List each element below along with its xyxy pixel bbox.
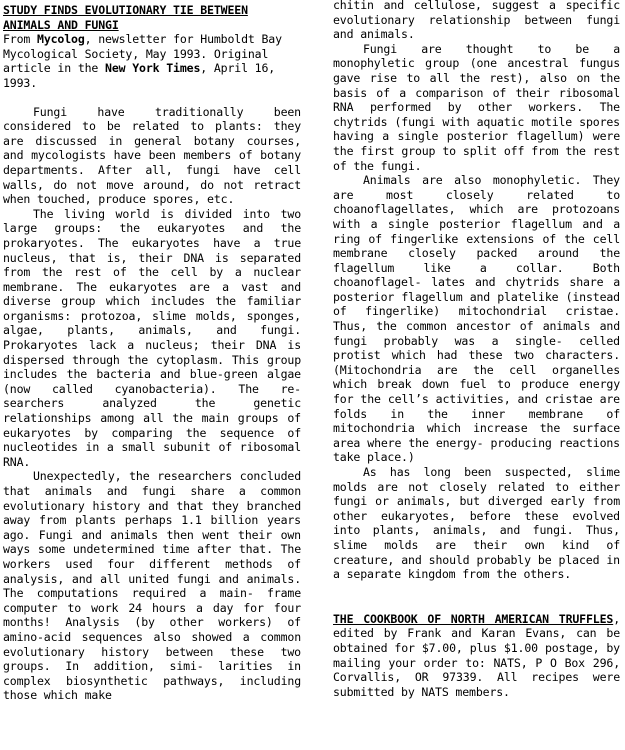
article-paragraph: Fungi have traditionally been considered to be related to plants: they are discussed in general botany courses, and mycologists have been members of botany departments. After all, fungi have cell walls, do not move around, do not retract when touched, produce spores, etc. (3, 104, 301, 207)
byline-newsletter-rest: , newsletter for Humboldt Bay Mycological Society, May 1993. Original article in the (3, 32, 282, 76)
cookbook-text: , edited by Frank and Karan Evans, can be obtained for $7.00, plus $1.00 postage, by mailing your order to: NATS, P O Box 296, Corvallis, OR 97339. All recipes were submitted by NATS members. (333, 611, 620, 699)
left-column (3, 3, 301, 703)
cookbook-notice (333, 612, 620, 700)
byline-from: From (3, 32, 38, 47)
article-paragraph: The living world is divided into two large groups: the eukaryotes and the prokaryotes. The eukaryotes have a true nucleus, that is, their DNA is separated from the rest of the cell by a nuclear membrane. The eukaryotes are a vast and diverse group which includes the familiar organisms: protozoa, slime molds, sponges, algae, plants, animals, and fungi. Prokaryotes lack a nucleus; their DNA is dispersed through the cytoplasm. This group includes the bacteria and blue-green algae (now called cyanobacteria). The re- searchers analyzed the genetic relationships among all the main groups of eukaryotes by comparing the sequence of nucleotides in a small subunit of ribosomal RNA. (3, 206, 301, 469)
byline-paper-name: New York Times (105, 61, 201, 76)
spacer (333, 582, 620, 612)
article-byline (3, 32, 301, 90)
cookbook-title: THE COOKBOOK OF NORTH AMERICAN TRUFFLES (333, 611, 614, 626)
byline-paper-rest: , April 16, 1993. (3, 61, 276, 90)
byline-newsletter-name: Mycolog (37, 32, 85, 47)
article-paragraph-continued: chitin and cellulose, suggest a specific evolutionary relationship between fungi and animals. (333, 0, 620, 42)
article-paragraph: Fungi are thought to be a monophyletic group (one ancestral fungus gave rise to all the rest), also on the basis of a comparison of their ribosomal RNA performed by other workers. The chytrids (fungi with aquatic motile spores having a single posterior flagellum) were the first group to split off from the rest of the fungi. (333, 41, 620, 173)
article-paragraph: As has long been suspected, slime molds are not closely related to either fungi or animals, but diverged early from other eukaryotes, before these evolved into plants, animals, and fungi. Thus, slime molds are their own kind of creature, and should probably be placed in a separate kingdom from the others. (333, 465, 620, 582)
article-paragraph: Unexpectedly, the researchers concluded that animals and fungi share a common evolutionary history and that they branched away from plants perhaps 1.1 billion years ago. Fungi and animals then went their own ways some undetermined time after that. The workers used four different methods of analysis, and all united fungi and animals. The computations required a main- frame computer to work 24 hours a day for four months! Analysis (by other workers) of amino-acid sequences also showed a common evolutionary history between these two groups. In addition, simi- larities in complex biosynthetic pathways, including those which make (3, 469, 301, 703)
spacer (3, 91, 301, 105)
article-paragraph: Animals are also monophyletic. They are most closely related to choanoflagellates, which are protozoans with a single posterior flagellum and a ring of fingerlike extensions of the cell membrane closely packed around the flagellum like a collar. Both choanoflagel- lates and chytrids share a posterior flagellum and platelike (instead of fingerlike) mitochondrial cristae. Thus, the common ancestor of animals and fungi probably was a single- celled protist which had these two characters. (Mitochondria are the cell organelles which break down fuel to produce energy for the cell’s activities, and cristae are folds in the inner membrane of mitochondria which increase the surface area where the energy- producing reactions take place.) (333, 173, 620, 465)
article-headline: STUDY FINDS EVOLUTIONARY TIE BETWEEN ANIMALS AND FUNGI (3, 3, 248, 32)
right-column (333, 0, 620, 699)
